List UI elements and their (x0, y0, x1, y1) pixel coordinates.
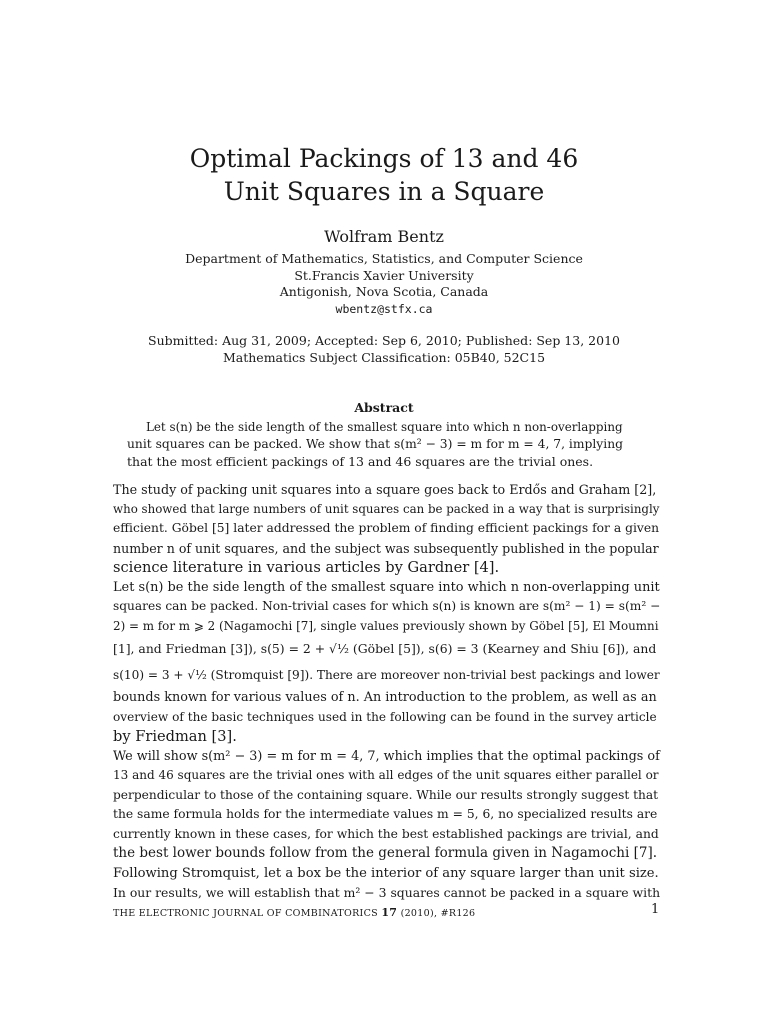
dates-line: Submitted: Aug 31, 2009; Accepted: Sep 6, 2010; Published: Sep 13, 2010 (148, 333, 620, 348)
body-line: the best lower bounds follow from the general formula given in Nagamochi [7]. (113, 845, 658, 861)
body-line: overview of the basic techniques used in the following can be found in the survey article (113, 709, 657, 724)
body-line: currently known in these cases, for which the best established packings are trivial, and (113, 826, 659, 841)
body-line: squares can be packed. Non-trivial cases for which s(n) is known are s(m² − 1) = s(m² − (113, 599, 661, 613)
body-line: perpendicular to those of the containing square. While our results strongly suggest that (113, 787, 659, 802)
body-line: who showed that large numbers of unit squares can be packed in a way that is surprisingly (113, 501, 660, 516)
body-line: number n of unit squares, and the subject was subsequently published in the popular (113, 540, 659, 556)
abstract-heading: Abstract (354, 400, 414, 415)
affiliation-university: St.Francis Xavier University (294, 267, 474, 283)
abstract-line: unit squares can be packed. We show that s(m² − 3) = m for m = 4, 7, implying (127, 437, 623, 451)
author-name: Wolfram Bentz (324, 227, 444, 246)
paper-title (0, 142, 768, 208)
abstract-line: that the most efficient packings of 13 and 46 squares are the trivial ones. (127, 454, 594, 469)
body-line: In our results, we will establish that m² − 3 squares cannot be packed in a square with (113, 885, 661, 900)
journal-issue: (2010), #R126 (400, 908, 476, 919)
abstract-text (127, 419, 623, 470)
abstract-line: Let s(n) be the side length of the smallest square into which n non-overlapping (146, 420, 623, 434)
affiliation-department: Department of Mathematics, Statistics, and Computer Science (185, 251, 583, 266)
journal-name: THE ELECTRONIC JOURNAL OF COMBINATORICS (113, 908, 378, 919)
body-text (113, 480, 660, 903)
body-line: Following Stromquist, let a box be the interior of any square larger than unit size. (113, 865, 659, 881)
body-line: science literature in various articles by Gardner [4]. (113, 559, 500, 576)
affiliation-block (0, 251, 768, 317)
body-line: by Friedman [3]. (113, 728, 237, 745)
author-email[interactable]: wbentz@stfx.ca (335, 301, 433, 316)
affiliation-location: Antigonish, Nova Scotia, Canada (279, 284, 489, 299)
publication-dates (0, 332, 768, 366)
body-line: efficient. Göbel [5] later addressed the problem of finding efficient packings for a given (113, 521, 660, 535)
body-line: [1], and Friedman [3]), s(5) = 2 + √½ (Göbel [5]), s(6) = 3 (Kearney and Shiu [6]), and (113, 641, 657, 656)
body-line: 2) = m for m ⩾ 2 (Nagamochi [7], single values previously shown by Göbel [5], El Moumni (113, 618, 659, 633)
journal-volume: 17 (381, 906, 398, 919)
body-line: the same formula holds for the intermediate values m = 5, 6, no specialized results are (113, 807, 658, 821)
body-line: Let s(n) be the side length of the smallest square into which n non-overlapping unit (113, 579, 660, 595)
title-line-2: Unit Squares in a Square (223, 177, 545, 206)
page-number: 1 (651, 902, 660, 917)
journal-footer (113, 906, 475, 919)
title-line-1: Optimal Packings of 13 and 46 (189, 144, 579, 173)
body-line: 13 and 46 squares are the trivial ones with all edges of the unit squares either parallel or (113, 768, 659, 782)
body-line: We will show s(m² − 3) = m for m = 4, 7, which implies that the optimal packings of (113, 748, 660, 764)
msc-line: Mathematics Subject Classification: 05B40, 52C15 (222, 350, 546, 365)
body-line: s(10) = 3 + √½ (Stromquist [9]). There are moreover non-trivial best packings and lower (113, 668, 660, 682)
body-line: The study of packing unit squares into a square goes back to Erdős and Graham [2], (113, 482, 657, 497)
body-line: bounds known for various values of n. An introduction to the problem, as well as an (113, 690, 657, 705)
